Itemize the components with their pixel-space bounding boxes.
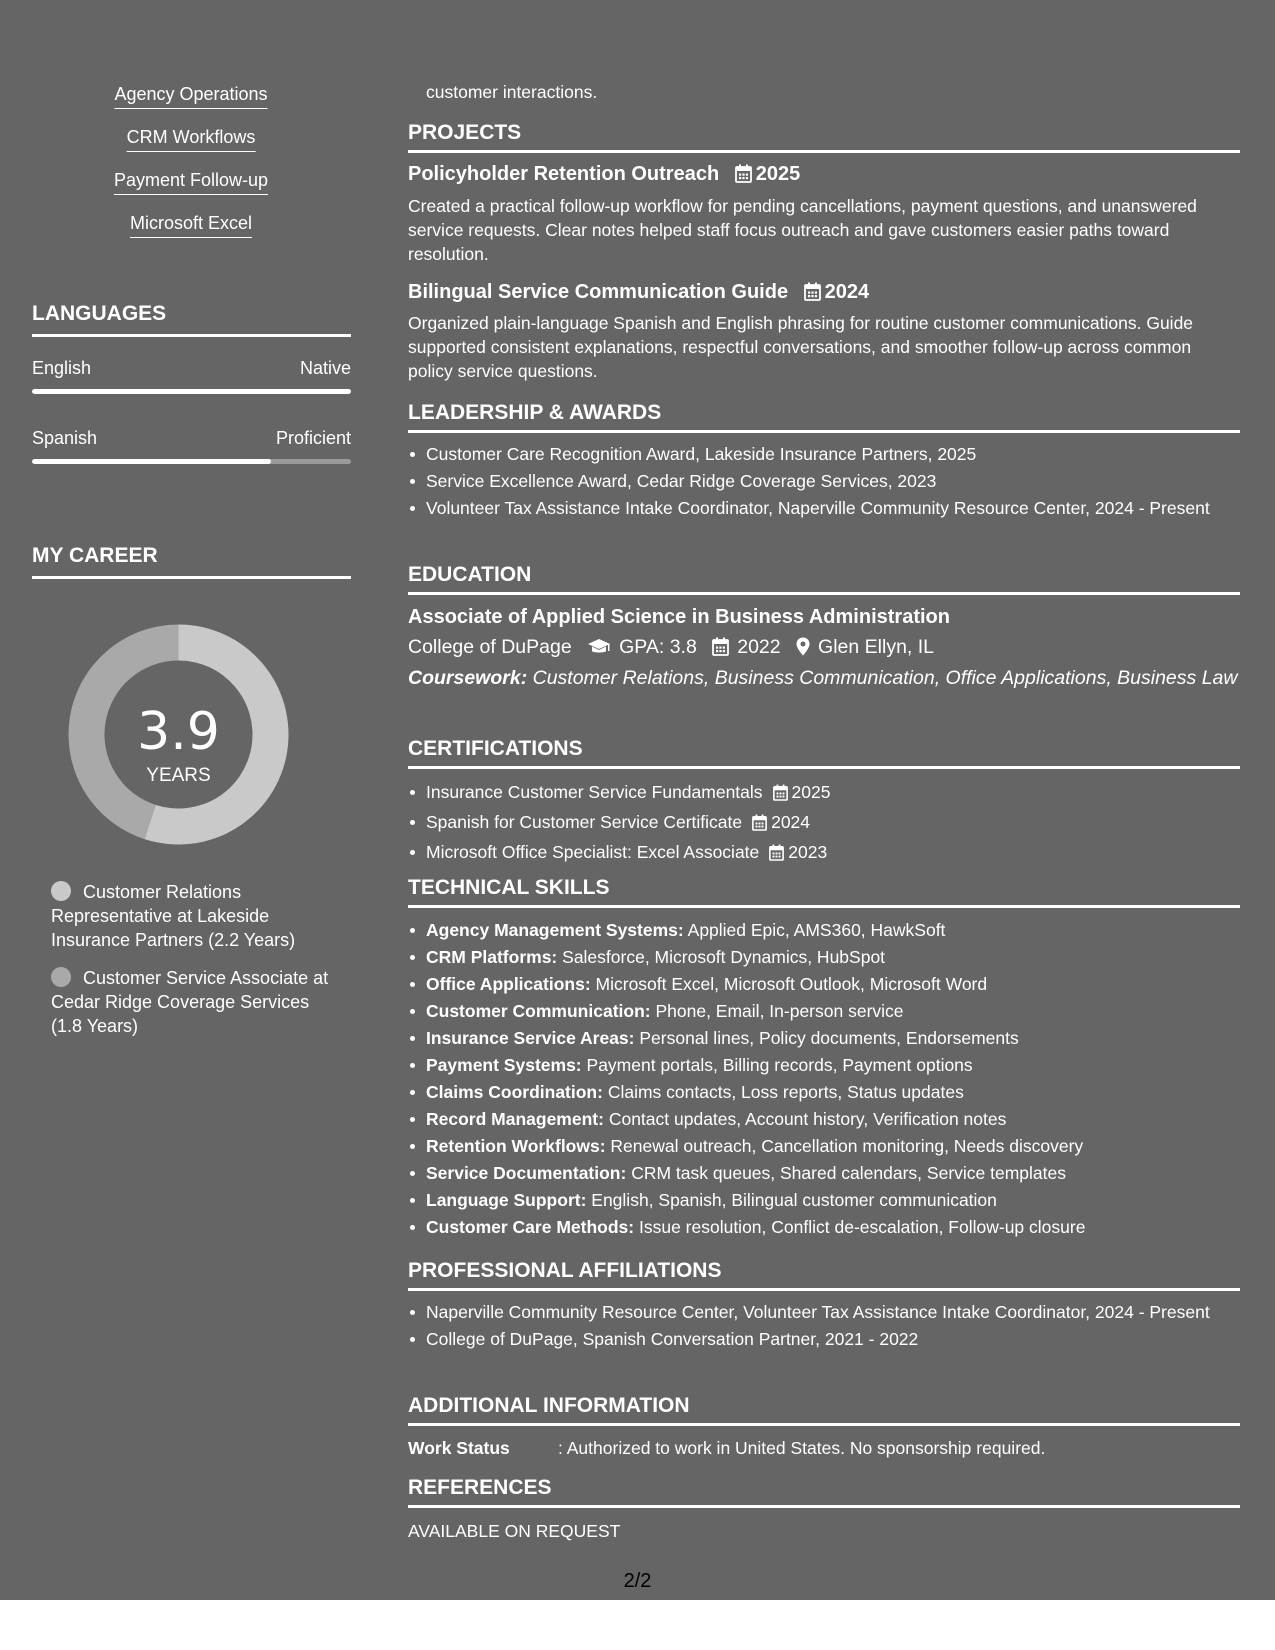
skill-values: CRM task queues, Shared calendars, Service templates [631,1163,1066,1183]
skill-tag: Payment Follow-up [114,170,268,195]
skill-category: Record Management: [426,1109,604,1129]
list-item [408,1026,1240,1050]
skill-values: Issue resolution, Conflict de-escalation, Follow-up closure [638,1217,1086,1237]
affiliations-list [408,1300,1240,1351]
language-name: Spanish [32,428,98,448]
skill-category: Agency Management Systems: [426,920,684,940]
language-name: English [32,358,92,378]
graduation-cap-icon [587,638,611,662]
language-level: Proficient [275,428,351,448]
skill-category: Language Support: [426,1190,587,1210]
work-status [408,1436,1240,1460]
calendar-icon [735,164,752,189]
language-proficiency-fill [32,459,271,464]
project-name: Bilingual Service Communication Guide [408,281,789,303]
skill-values: Applied Epic, AMS360, HawkSoft [687,920,946,940]
degree-title: Associate of Applied Science in Business Administration [408,606,950,628]
languages-heading: LANGUAGES [32,302,351,337]
language-proficiency-fill [32,389,351,394]
calendar-icon [712,637,729,662]
skill-category: Insurance Service Areas: [426,1028,635,1048]
skill-values: Payment portals, Billing records, Payment options [586,1055,973,1075]
references-text: AVAILABLE ON REQUEST [408,1521,621,1541]
list-item [408,1107,1240,1131]
work-status-label: Work Status [408,1438,510,1458]
skill-values: Salesforce, Microsoft Dynamics, HubSpot [562,947,886,967]
skill-values: Renewal outreach, Cancellation monitoring, Needs discovery [610,1136,1084,1156]
list-item: Customer Care Recognition Award, Lakeside Insurance Partners, 2025 [408,442,1240,466]
language-english [32,358,351,398]
list-item [408,1215,1240,1239]
certification-name: Microsoft Office Specialist: Excel Associate [426,842,760,862]
list-item: Service Excellence Award, Cedar Ridge Coverage Services, 2023 [408,469,1240,493]
skill-values: Personal lines, Policy documents, Endorsements [639,1028,1019,1048]
career-donut-chart [66,622,291,847]
project-description: Created a practical follow-up workflow for pending cancellations, payment questions, and unanswered service requests. Clear notes helped staff focus outreach and gave customers easier paths toward resolution. [408,196,1197,264]
calendar-icon [804,282,821,307]
work-status-value: : Authorized to work in United States. No sponsorship required. [558,1438,1046,1458]
additional-info-heading: ADDITIONAL INFORMATION [408,1394,1240,1426]
skill-category: Service Documentation: [426,1163,627,1183]
list-item [408,918,1240,942]
list-item [408,1053,1240,1077]
career-role-label: Customer Relations Representative at Lakeside Insurance Partners (2.2 Years) [51,882,296,950]
references-heading: REFERENCES [408,1476,1240,1508]
skill-category: Claims Coordination: [426,1082,603,1102]
language-level: Native [299,358,351,378]
list-item: College of DuPage, Spanish Conversation Partner, 2021 - 2022 [408,1327,1240,1351]
skill-tag: Agency Operations [114,84,267,109]
list-item [408,840,1240,867]
skill-tag: Microsoft Excel [130,213,252,238]
language-spanish [32,428,351,468]
legend-dot-icon [51,967,71,987]
career-heading: MY CAREER [32,544,351,579]
calendar-icon [769,843,784,867]
page-number: 2/2 [623,1570,652,1592]
continued-text: customer interactions. [426,82,598,102]
skill-category: Retention Workflows: [426,1136,606,1156]
list-item [408,1080,1240,1104]
education-details [408,636,934,662]
project-year: 2025 [755,163,801,185]
career-total-unit: YEARS [146,765,211,786]
certification-year: 2024 [771,812,811,832]
career-legend-item [51,966,331,1038]
certification-year: 2025 [791,782,831,802]
language-proficiency-bar [32,389,351,394]
certifications-list [408,780,1240,867]
technical-skills-list [408,918,1240,1239]
education-heading: EDUCATION [408,563,1240,595]
list-item [408,810,1240,837]
list-item [408,999,1240,1023]
education-gpa: GPA: 3.8 [619,636,697,658]
technical-skills-heading: TECHNICAL SKILLS [408,876,1240,908]
certification-year: 2023 [788,842,828,862]
project-year: 2024 [824,281,870,303]
list-item [408,945,1240,969]
leadership-heading: LEADERSHIP & AWARDS [408,401,1240,433]
skill-values: Phone, Email, In-person service [655,1001,904,1021]
education-location: Glen Ellyn, IL [818,636,935,658]
project-title [408,163,800,189]
project-title [408,281,869,307]
certifications-heading: CERTIFICATIONS [408,737,1240,769]
skill-values: Contact updates, Account history, Verification notes [608,1109,1007,1129]
leadership-list [408,442,1240,520]
certification-name: Spanish for Customer Service Certificate [426,812,743,832]
skill-category: Customer Communication: [426,1001,651,1021]
legend-dot-icon [51,881,71,901]
skill-values: Claims contacts, Loss reports, Status updates [607,1082,964,1102]
skill-category: Payment Systems: [426,1055,582,1075]
skill-values: Microsoft Excel, Microsoft Outlook, Microsoft Word [595,974,988,994]
school-name: College of DuPage [408,636,572,658]
location-pin-icon [796,637,810,662]
list-item [408,1134,1240,1158]
language-proficiency-bar [32,459,351,464]
certification-name: Insurance Customer Service Fundamentals [426,782,763,802]
skill-category: CRM Platforms: [426,947,558,967]
career-legend-item [51,880,331,952]
career-role-label: Customer Service Associate at Cedar Ridge Coverage Services (1.8 Years) [51,968,329,1036]
skill-tag: CRM Workflows [127,127,256,152]
education-year: 2022 [737,636,781,658]
list-item: Naperville Community Resource Center, Volunteer Tax Assistance Intake Coordinator, 2024 - Present [408,1300,1240,1324]
coursework [408,666,1240,690]
list-item [408,780,1240,807]
project-description: Organized plain-language Spanish and English phrasing for routine customer communications. Guide supported consistent explanations, respectful conversations, and smoother follow-up across common policy service questions. [408,313,1194,381]
skill-category: Office Applications: [426,974,591,994]
calendar-icon [773,783,788,807]
skill-values: English, Spanish, Bilingual customer communication [591,1190,997,1210]
calendar-icon [752,813,767,837]
project-name: Policyholder Retention Outreach [408,163,720,185]
coursework-list: Customer Relations, Business Communication, Office Applications, Business Law [532,667,1238,689]
list-item [408,972,1240,996]
affiliations-heading: PROFESSIONAL AFFILIATIONS [408,1259,1240,1291]
coursework-label: Coursework: [408,667,528,689]
career-total-value: 3.9 [137,702,220,762]
list-item [408,1161,1240,1185]
list-item [408,1188,1240,1212]
list-item: Volunteer Tax Assistance Intake Coordinator, Naperville Community Resource Center, 2024 - Present [408,496,1240,520]
projects-heading: PROJECTS [408,121,1240,153]
skill-category: Customer Care Methods: [426,1217,635,1237]
